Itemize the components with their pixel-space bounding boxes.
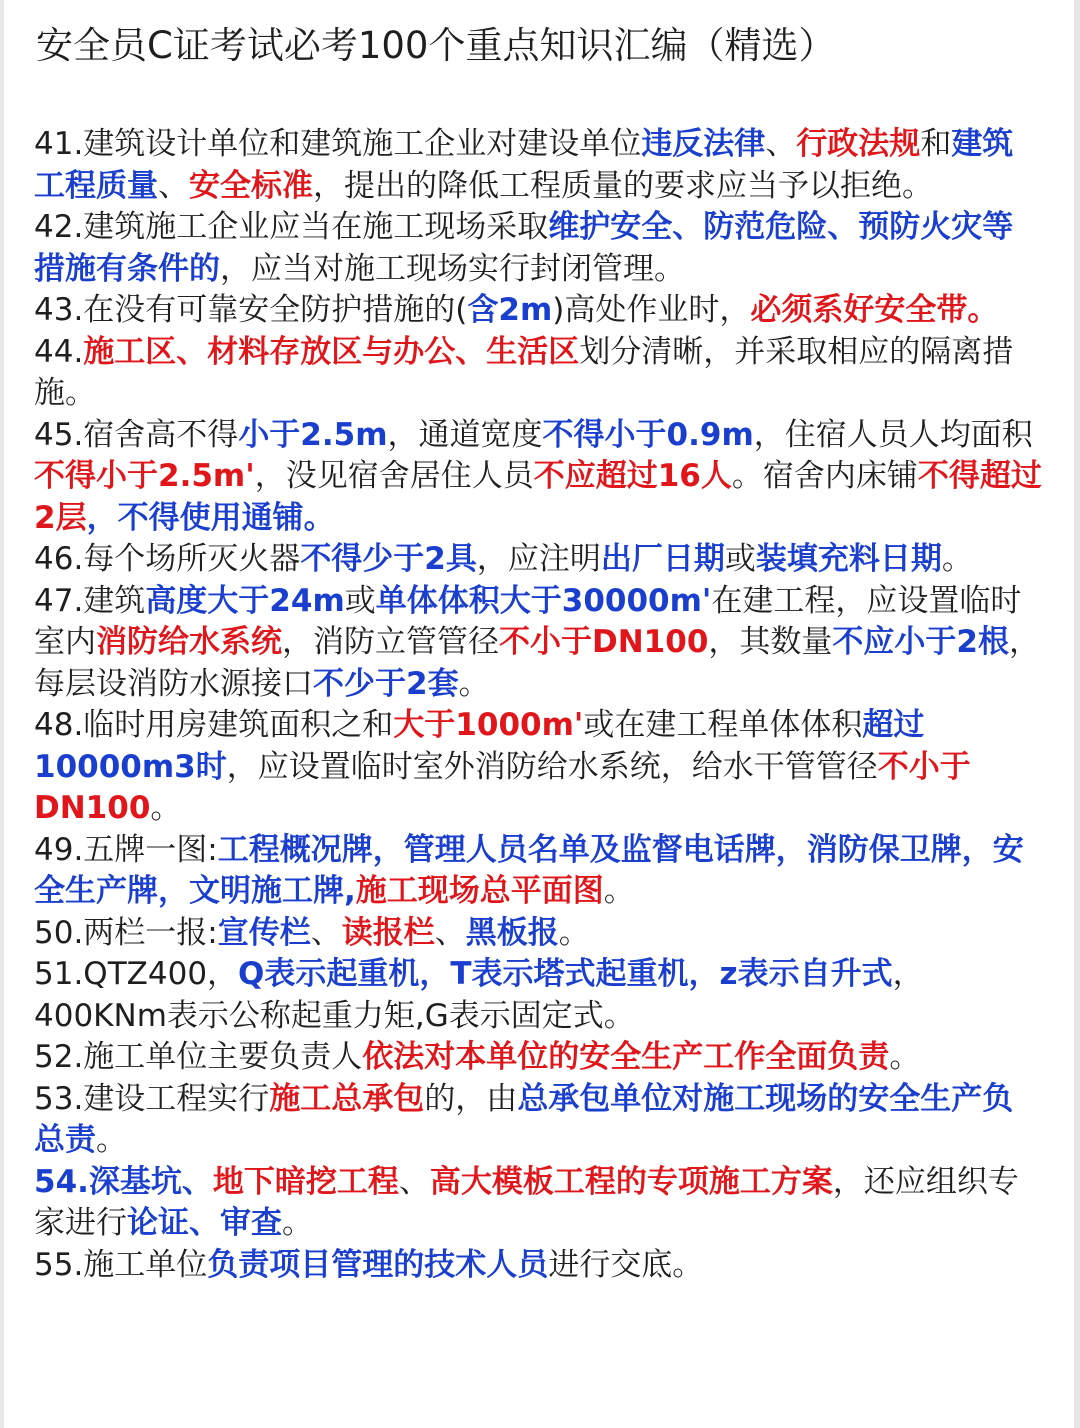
item-45-segment: ，住宿人员人均面积 [753,416,1033,453]
item-47-segment: ，其数量 [708,624,833,660]
item-50-segment: 。 [558,914,590,951]
item-41-segment: 违反法律 [641,126,766,162]
item-54-segment: 54.深基坑、 [34,1163,213,1200]
knowledge-item-46 [34,539,1044,581]
item-47-segment: 或 [344,582,376,619]
item-45-segment: 小于2.5m [238,416,388,453]
knowledge-item-47 [34,581,1044,706]
item-45-segment: ，不得使用通铺。 [86,499,335,536]
item-50-segment: 、 [310,914,342,951]
item-50-segment: 宣传栏 [217,914,311,951]
item-41-segment: 建筑工程质量 [34,126,1014,204]
item-44-segment: 划分清晰，并采取相应的隔离措施。 [34,333,1014,411]
item-41-segment: 、 [158,167,189,204]
item-47-segment: 不少于2套 [313,665,459,702]
page-title: 安全员C证考试必考100个重点知识汇编（精选） [36,24,836,67]
item-49-segment: 施工现场总平面图 [355,873,604,909]
item-53-segment: 总承包单位对施工现场的安全生产负总责 [34,1080,1014,1158]
item-54-segment: 高大模板工程的专项施工方案 [429,1163,833,1200]
knowledge-item-50 [34,913,1044,955]
item-41-segment: 41.建筑设计单位和建筑施工企业对建设单位 [34,126,642,162]
item-48-segment: 48.临时用房建筑面积之和 [34,707,394,743]
item-47-segment: ，每层设消防水源接口 [34,624,1040,702]
item-47-segment: 高度大于24m [145,582,345,619]
item-46-segment: 不得少于2具 [300,541,477,577]
knowledge-item-51 [34,954,1044,1037]
item-53-segment: 的，由 [424,1080,518,1117]
item-41-segment: ，提出的降低工程质量的要求应当予以拒绝。 [313,167,933,204]
item-50-segment: 50.两栏一报: [34,914,218,951]
item-55-segment: 负责项目管理的技术人员 [207,1246,549,1283]
item-42-segment: 维护安全、防范危险、预防火灾等措施有条件的 [34,209,1014,287]
knowledge-item-49 [34,830,1044,913]
item-54-segment: 论证、审查 [127,1205,282,1241]
item-47-segment: ，消防立管管径 [282,624,499,660]
item-46-segment: 或 [724,541,756,577]
item-47-segment: 消防给水系统 [96,624,282,660]
knowledge-item-52 [34,1037,1044,1079]
item-45-segment: 不得小于0.9m [542,416,754,453]
item-47-segment: 不小于DN100 [499,624,709,660]
item-48-segment: ，应设置临时室外消防给水系统，给水干管管径 [226,748,878,785]
knowledge-list [34,124,1044,1286]
item-48-segment: 超过10000m3时 [34,707,925,785]
item-54-segment: 。 [282,1205,313,1241]
item-52-segment: 依法对本单位的安全生产工作全面负责 [362,1039,890,1075]
item-45-segment: 不得小于2.5m' [34,458,255,494]
knowledge-item-54 [34,1162,1044,1245]
item-49-segment: 49.五牌一图: [34,831,218,868]
item-41-segment: 和 [920,126,952,162]
item-53-segment: 。 [96,1122,127,1158]
item-46-segment: ，应注明 [476,541,601,577]
item-41-segment: 、 [765,126,797,162]
item-43-segment: 43.在没有可靠安全防护措施的( [34,292,468,328]
item-41-segment: 安全标准 [189,167,313,204]
item-43-segment: 含2m [467,292,553,328]
item-45-segment: 不得超过2层 [34,458,1042,536]
item-43-segment: 必须系好安全带。 [750,292,999,328]
item-50-segment: 读报栏 [341,914,435,951]
item-55-segment: 进行交底。 [548,1246,704,1283]
item-45-segment: 不应超过16人 [533,458,732,494]
item-46-segment: 出厂日期 [600,541,725,577]
item-48-segment: 。 [150,790,182,826]
item-52-segment: 。 [889,1039,921,1075]
item-53-segment: 53.建设工程实行 [34,1080,270,1117]
item-50-segment: 黑板报 [465,914,559,951]
item-43-segment: )高处作业时， [552,292,751,328]
item-44-segment: 施工区、材料存放区与办公、生活区 [83,333,580,370]
item-46-segment: 。 [941,541,973,577]
item-54-segment: ，还应组织专家进行 [34,1163,1019,1241]
item-51-segment: 51.QTZ400， [34,956,239,992]
item-46-segment: 装填充料日期 [755,541,942,577]
item-42-segment: 42.建筑施工企业应当在施工现场采取 [34,209,549,245]
knowledge-item-53 [34,1079,1044,1162]
item-45-segment: ，通道宽度 [387,416,543,453]
knowledge-item-48 [34,705,1044,830]
item-48-segment: 大于1000m' [393,707,584,743]
knowledge-item-42 [34,207,1044,290]
item-44-segment: 44. [34,333,84,370]
item-45-segment: 。宿舍内床铺 [731,458,918,494]
item-52-segment: 52.施工单位主要负责人 [34,1039,363,1075]
item-49-segment: 工程概况牌，管理人员名单及监督电话牌，消防保卫牌，安全生产牌，文明施工牌, [34,831,1024,909]
knowledge-item-43 [34,290,1044,332]
knowledge-item-45 [34,415,1044,540]
item-50-segment: 、 [434,914,466,951]
item-41-segment: 行政法规 [796,126,921,162]
item-42-segment: ，应当对施工现场实行封闭管理。 [220,250,685,287]
item-47-segment: 。 [458,665,490,702]
item-51-segment: ，400KNm表示公称起重力矩,G表示固定式。 [34,956,924,1034]
item-45-segment: ，没见宿舍居住人员 [254,458,534,494]
item-51-segment: Q表示起重机，T表示塔式起重机，z表示自升式 [238,956,893,992]
item-46-segment: 46.每个场所灭火器 [34,541,301,577]
item-49-segment: 。 [603,873,635,909]
knowledge-item-55 [34,1245,1044,1287]
item-48-segment: 或在建工程单体体积 [583,707,863,743]
item-54-segment: 地下暗挖工程 [212,1163,399,1200]
item-53-segment: 施工总承包 [269,1080,425,1117]
item-48-segment: 不小于DN100 [34,748,971,826]
item-55-segment: 55.施工单位 [34,1246,208,1283]
item-47-segment: 不应小于2根 [832,624,1009,660]
item-47-segment: 在建工程，应设置临时室内 [34,582,1022,660]
item-54-segment: 、 [398,1163,430,1200]
item-47-segment: 47.建筑 [34,582,146,619]
item-45-segment: 45.宿舍高不得 [34,416,239,453]
knowledge-item-41 [34,124,1044,207]
item-47-segment: 单体体积大于30000m' [375,582,712,619]
knowledge-item-44 [34,332,1044,415]
